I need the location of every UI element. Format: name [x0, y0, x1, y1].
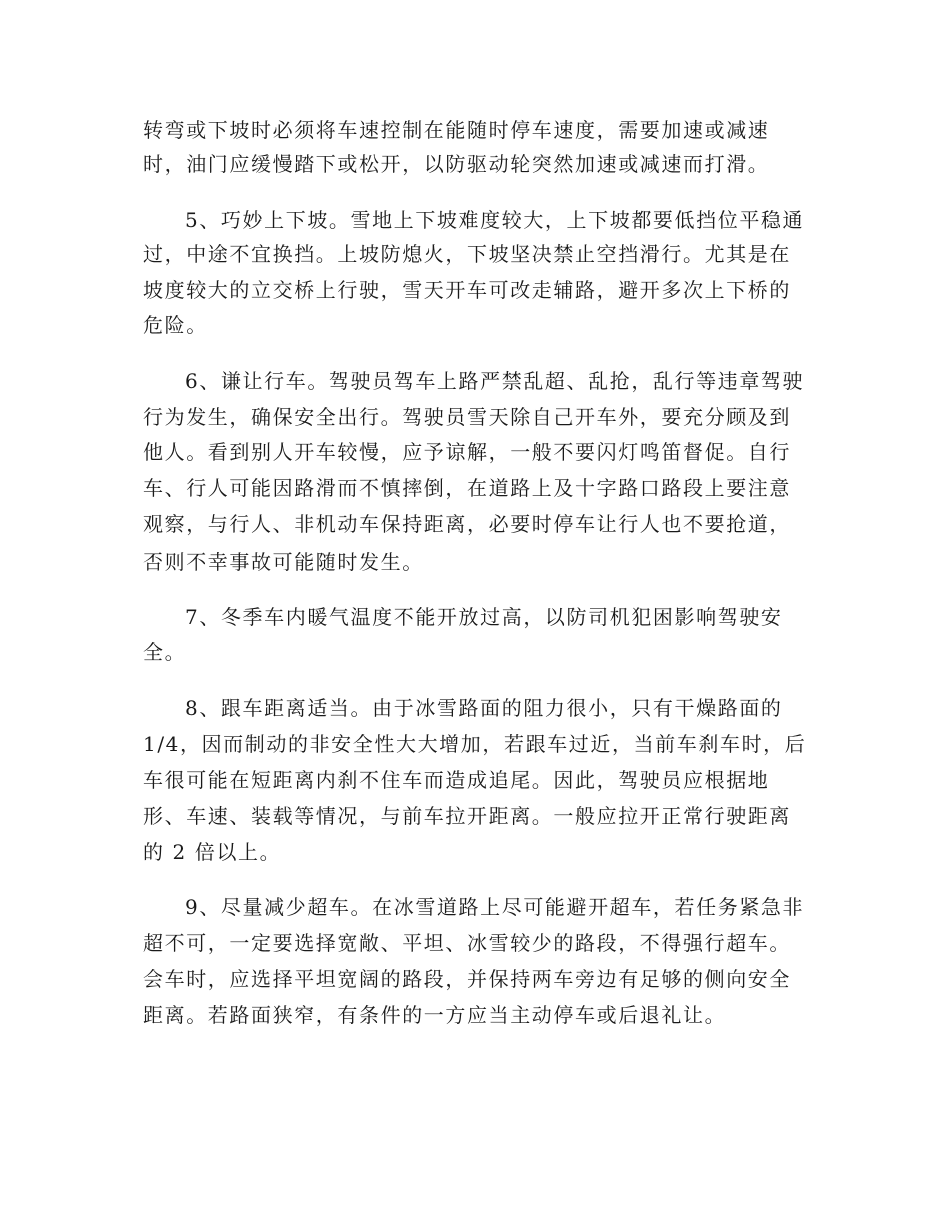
- paragraph-line: 他人。看到别人开车较慢，应予谅解，一般不要闪灯鸣笛督促。自行: [143, 440, 791, 464]
- paragraph-line: 形、车速、装载等情况，与前车拉开距离。一般应拉开正常行驶距离: [143, 804, 791, 828]
- paragraph-line: 否则不幸事故可能随时发生。: [143, 550, 424, 574]
- paragraph-line: 8、跟车距离适当。由于冰雪路面的阻力很小，只有干燥路面的: [185, 696, 783, 720]
- paragraph-line: 1/4，因而制动的非安全性大大增加，若跟车过近，当前车刹车时，后: [143, 732, 807, 756]
- paragraph-line: 会车时，应选择平坦宽阔的路段，并保持两车旁边有足够的侧向安全: [143, 967, 791, 991]
- paragraph-line: 坡度较大的立交桥上行驶，雪天开车可改走辅路，避开多次上下桥的: [143, 278, 791, 302]
- paragraph-line: 超不可，一定要选择宽敞、平坦、冰雪较少的路段，不得强行超车。: [143, 931, 791, 955]
- paragraph-line: 观察，与行人、非机动车保持距离，必要时停车让行人也不要抢道，: [143, 512, 791, 536]
- paragraph-line: 危险。: [143, 313, 208, 337]
- paragraph-line: 6、谦让行车。驾驶员驾车上路严禁乱超、乱抢，乱行等违章驾驶: [185, 369, 805, 393]
- paragraph-line: 车、行人可能因路滑而不慎摔倒，在道路上及十字路口路段上要注意: [143, 476, 791, 500]
- paragraph-line: 过，中途不宜换挡。上坡防熄火，下坡坚决禁止空挡滑行。尤其是在: [143, 242, 791, 266]
- paragraph-line: 7、冬季车内暖气温度不能开放过高，以防司机犯困影响驾驶安: [185, 605, 783, 629]
- paragraph-line: 转弯或下坡时必须将车速控制在能随时停车速度，需要加速或减速: [143, 118, 770, 142]
- paragraph-line: 行为发生，确保安全出行。驾驶员雪天除自己开车外，要充分顾及到: [143, 405, 791, 429]
- paragraph-line: 车很可能在短距离内刹不住车而造成追尾。因此，驾驶员应根据地: [143, 768, 770, 792]
- paragraph-line: 全。: [143, 640, 187, 664]
- paragraph-line: 距离。若路面狭窄，有条件的一方应当主动停车或后退礼让。: [143, 1003, 727, 1027]
- paragraph-line: 5、巧妙上下坡。雪地上下坡难度较大，上下坡都要低挡位平稳通: [185, 208, 805, 232]
- paragraph-line: 9、尽量减少超车。在冰雪道路上尽可能避开超车，若任务紧急非: [185, 895, 805, 919]
- paragraph-line: 时，油门应缓慢踏下或松开，以防驱动轮突然加速或减速而打滑。: [143, 152, 770, 176]
- paragraph-line: 的 2 倍以上。: [143, 840, 282, 864]
